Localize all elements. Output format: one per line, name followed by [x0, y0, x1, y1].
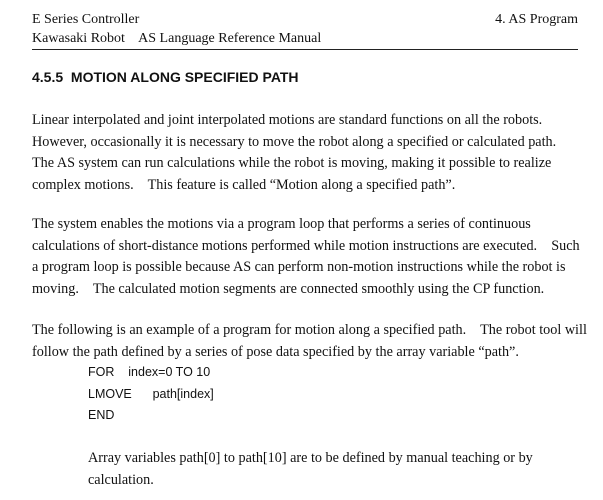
- paragraph-line: The system enables the motions via a program loop that performs a series of continuous: [32, 216, 531, 232]
- paragraph-line: a program loop is possible because AS can perform non-motion instructions while the robot is: [32, 259, 566, 276]
- paragraph-intro: [32, 110, 582, 197]
- header-chapter: 4. AS Program: [495, 12, 578, 27]
- header-row-top: [32, 10, 578, 29]
- paragraph-line: complex motions. This feature is called “Motion along a specified path”.: [32, 177, 456, 194]
- code-line: END: [88, 408, 115, 423]
- header-product: E Series Controller: [32, 12, 140, 27]
- page-header: [32, 10, 578, 50]
- code-line: LMOVE path[index]: [88, 386, 214, 401]
- paragraph-line: Linear interpolated and joint interpolated motions are standard functions on all the robots.: [32, 112, 543, 128]
- paragraph-line: moving. The calculated motion segments are connected smoothly using the CP function.: [32, 281, 545, 298]
- paragraph-line: However, occasionally it is necessary to move the robot along a specified or calculated path.: [32, 133, 557, 150]
- code-line: FOR index=0 TO 10: [88, 365, 211, 379]
- paragraph-line: The AS system can run calculations while the robot is moving, making it possible to realize: [32, 155, 552, 172]
- section-title: 4.5.5 MOTION ALONG SPECIFIED PATH: [32, 69, 299, 85]
- paragraph-line: calculation.: [88, 471, 154, 488]
- paragraph-program-loop: [32, 214, 582, 301]
- paragraph-line: calculations of short-distance motions performed while motion instructions are executed. Such: [32, 237, 580, 254]
- code-example: [88, 362, 214, 427]
- paragraph-example: [32, 320, 587, 363]
- paragraph-line: The following is an example of a program for motion along a specified path. The robot tool will: [32, 322, 587, 338]
- header-manual-title: Kawasaki Robot AS Language Reference Manual: [32, 31, 322, 46]
- paragraph-line: follow the path defined by a series of pose data specified by the array variable “path”.: [32, 343, 519, 360]
- paragraph-array-note: [88, 448, 588, 491]
- paragraph-line: Array variables path[0] to path[10] are to be defined by manual teaching or by: [88, 450, 533, 466]
